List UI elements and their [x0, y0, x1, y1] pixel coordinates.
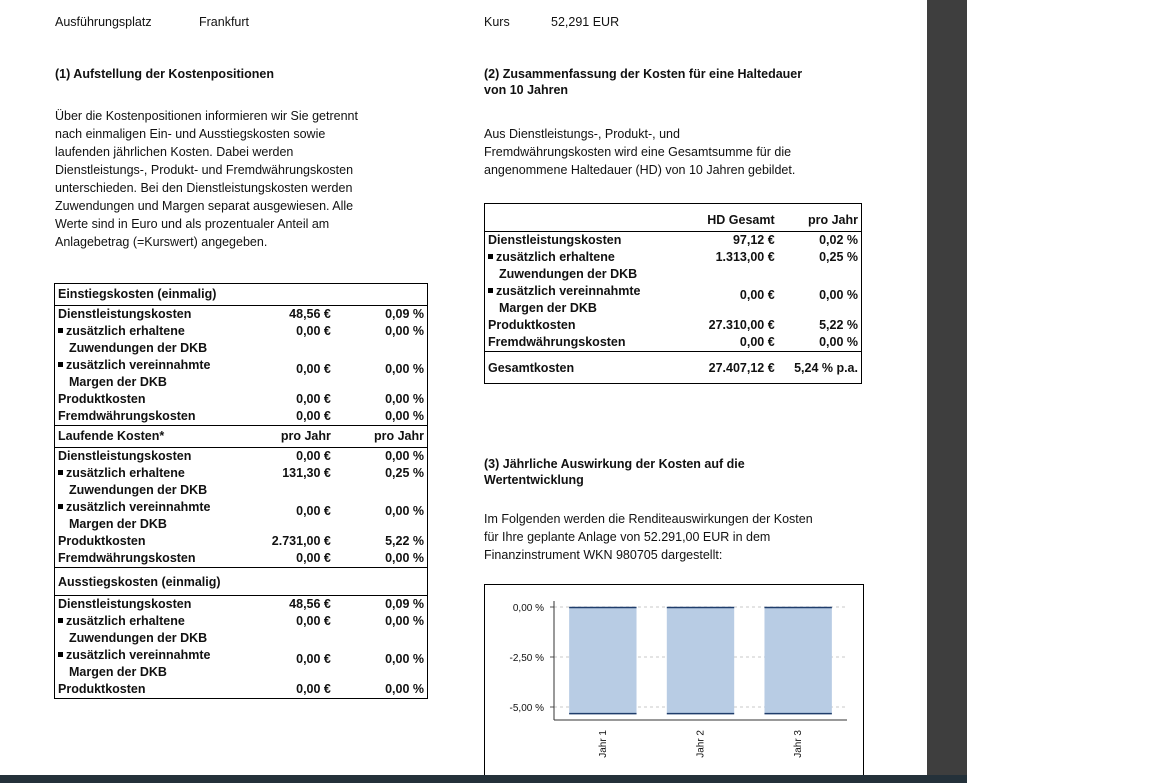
table-row: zusätzlich vereinnahmte Margen der DKB 0,00 € 0,00 % [55, 499, 428, 533]
table-row: Dienstleistungskosten 97,12 € 0,02 % [485, 232, 862, 250]
exit-costs-title: Ausstiegskosten (einmalig) [55, 568, 428, 596]
table-row: Dienstleistungskosten 48,56 € 0,09 % [55, 596, 428, 614]
price-label: Kurs [484, 15, 510, 29]
x-tick-label: Jahr 2 [695, 730, 707, 758]
price-value: 52,291 EUR [551, 15, 620, 29]
cost-impact-chart [484, 584, 864, 775]
bullet-icon [58, 504, 63, 509]
table-row: zusätzlich erhaltene Zuwendungen der DKB 131,30 € 0,25 % [55, 465, 428, 499]
section3-line: Im Folgenden werden die Renditeauswirkungen der Kosten [484, 512, 813, 526]
table-row: Produktkosten 2.731,00 € 5,22 % [58, 534, 424, 548]
cost-table [54, 283, 428, 699]
viewer-bottom-bar [0, 775, 967, 783]
summary-header: HD Gesamt pro Jahr [707, 213, 858, 227]
table-row: Dienstleistungskosten 0,00 € 0,00 % [55, 448, 428, 466]
bullet-icon [58, 470, 63, 475]
chart-bar [667, 607, 734, 714]
running-costs-header: Laufende Kosten* pro Jahr pro Jahr [55, 426, 428, 448]
section3-line: für Ihre geplante Anlage von 52.291,00 EUR in dem [484, 530, 771, 544]
total-row: Gesamtkosten 27.407,12 € 5,24 % p.a. [485, 352, 862, 384]
table-row: Fremdwährungskosten 0,00 € 0,00 % [58, 551, 424, 565]
section3-title: (3) Jährliche Auswirkung der Kosten auf die Wertentwicklung [484, 457, 745, 487]
y-tick-label: -5,00 % [509, 703, 544, 714]
section2-line: Aus Dienstleistungs-, Produkt-, und [484, 127, 680, 141]
bullet-icon [58, 328, 63, 333]
table-row: zusätzlich vereinnahmte Margen der DKB 0,00 € 0,00 % [55, 357, 428, 391]
bullet-icon [58, 652, 63, 657]
table-row: zusätzlich vereinnahmte Margen der DKB 0,00 € 0,00 % [55, 647, 428, 681]
section3-line: Finanzinstrument WKN 980705 dargestellt: [484, 548, 723, 562]
section1-text [55, 107, 435, 251]
section1-line: Werte sind in Euro und als prozentualer Anteil am [55, 217, 330, 231]
bullet-icon [58, 618, 63, 623]
section1-title: (1) Aufstellung der Kostenpositionen [55, 67, 274, 81]
table-row: Produktkosten 0,00 € 0,00 % [58, 682, 424, 696]
section1-line: unterschieden. Bei den Dienstleistungskosten werden [55, 181, 353, 195]
bullet-icon [58, 362, 63, 367]
entry-costs-title: Einstiegskosten (einmalig) [58, 287, 217, 301]
y-tick-label: -2,50 % [509, 653, 544, 664]
chart-bar [764, 607, 831, 714]
chart-svg [485, 585, 863, 775]
x-tick-label: Jahr 3 [793, 730, 805, 758]
table-row: Produktkosten 0,00 € 0,00 % [58, 392, 424, 406]
x-tick-label: Jahr 1 [597, 730, 609, 758]
section1-line: Über die Kostenpositionen informieren wir Sie getrennt [55, 109, 358, 123]
summary-table [484, 203, 862, 384]
section3-text [484, 510, 874, 564]
section2-line: angenommene Haltedauer (HD) von 10 Jahren gebildet. [484, 163, 796, 177]
table-row: Dienstleistungskosten 48,56 € 0,09 % [55, 306, 428, 324]
chart-bar [569, 607, 636, 714]
table-row: zusätzlich erhaltene Zuwendungen der DKB 0,00 € 0,00 % [55, 613, 428, 647]
table-row: Produktkosten 27.310,00 € 5,22 % [488, 318, 858, 332]
venue-label: Ausführungsplatz [55, 15, 152, 29]
venue-value: Frankfurt [199, 15, 250, 29]
viewer-scroll-area [927, 0, 967, 783]
table-row: Fremdwährungskosten 0,00 € 0,00 % [488, 335, 858, 349]
table-row: zusätzlich vereinnahmte Margen der DKB 0,00 € 0,00 % [485, 283, 862, 317]
table-row: Fremdwährungskosten 0,00 € 0,00 % [58, 409, 424, 423]
section1-line: laufenden jährlichen Kosten. Dabei werden [55, 145, 294, 159]
section2-text [484, 125, 864, 179]
section2-title: (2) Zusammenfassung der Kosten für eine Haltedauer von 10 Jahren [484, 67, 803, 97]
section2-line: Fremdwährungskosten wird eine Gesamtsumme für die [484, 145, 792, 159]
section1-line: Zuwendungen und Margen separat ausgewiesen. Alle [55, 199, 354, 213]
table-row: zusätzlich erhaltene Zuwendungen der DKB 1.313,00 € 0,25 % [485, 249, 862, 283]
y-tick-label: 0,00 % [512, 603, 544, 614]
section1-line: Anlagebetrag (=Kurswert) angegeben. [55, 235, 268, 249]
table-row: zusätzlich erhaltene Zuwendungen der DKB 0,00 € 0,00 % [55, 323, 428, 357]
bullet-icon [488, 288, 493, 293]
section1-line: Dienstleistungs-, Produkt- und Fremdwährungskosten [55, 163, 354, 177]
bullet-icon [488, 254, 493, 259]
section1-line: nach einmaligen Ein- und Ausstiegskosten sowie [55, 127, 326, 141]
